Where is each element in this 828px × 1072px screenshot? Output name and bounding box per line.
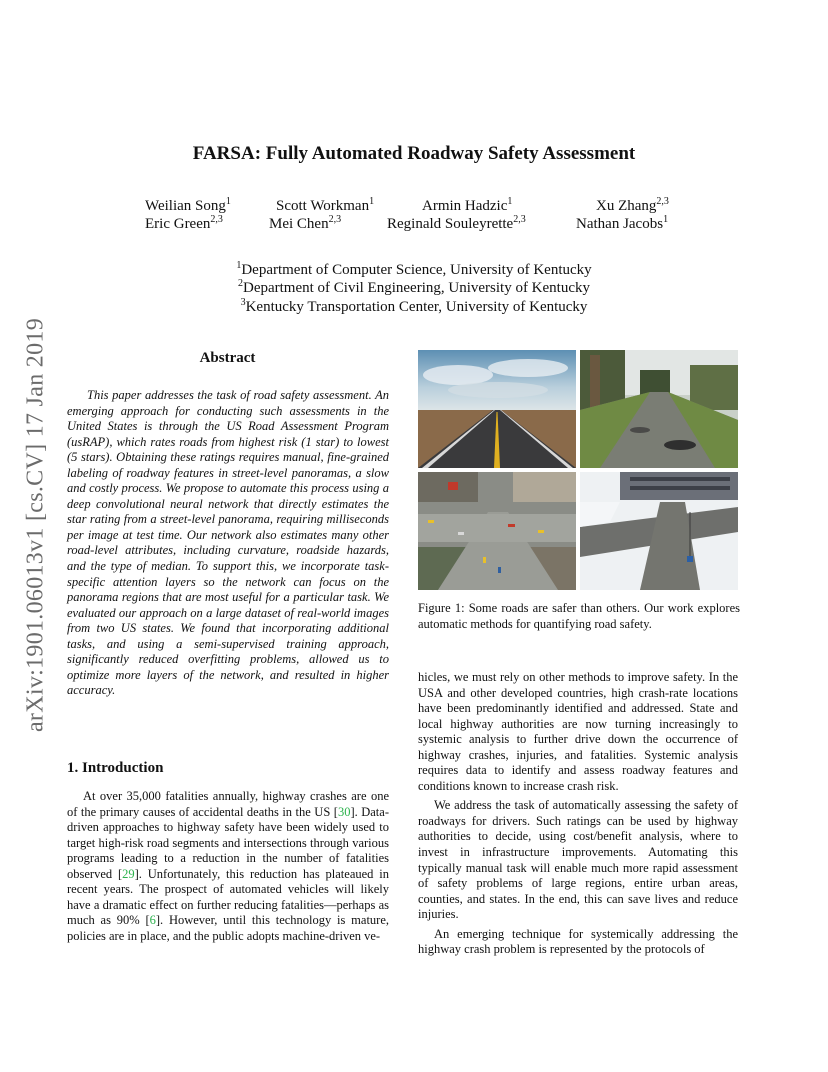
affiliation: $^3$Kentucky Transportation Center, University of Kentucky xyxy=(240,297,588,315)
citation-link[interactable]: 30 xyxy=(337,804,351,819)
abstract-heading: Abstract xyxy=(199,350,256,366)
affiliation: $^2$Department of Civil Engineering, University of Kentucky xyxy=(238,278,590,296)
author: Scott Workman$^1$ xyxy=(276,196,375,214)
author: Nathan Jacobs$^1$ xyxy=(576,214,669,232)
author: Reginald Souleyrette$^{2,3}$ xyxy=(387,214,526,232)
citation-link[interactable]: 6 xyxy=(149,913,156,928)
author: Eric Green$^{2,3}$ xyxy=(145,214,223,232)
section-heading: 1. Introduction xyxy=(67,760,164,776)
abstract-text: This paper addresses the task of road safety assessment. An emerging approach for conducting such assessments in the United States is through the US Road Assessment Program (usRAP), which rates roads from highest risk (1 star) to lowest (5 stars). Obtaining these ratings requires manual, fine-grained labeling of roadway features in street-level panoramas, a slow and costly process. We propose to automate this process using a deep convolutional neural network that directly estimates the star rating from a street-level panorama, requiring milliseconds per image at test time. Our network also estimates many other road-level attributes, including curvature, roadside hazards, and the type of median. To support this, we incorporate task-specific attention layers so the network can focus on the panorama regions that are most useful for a particular task. We evaluated our approach on a large dataset of real-world images from two US states. We found that incorporating additional tasks, and using a semi-supervised training approach, significantly reduced overfitting problems, allowed us to optimize more layers of the network, and resulted in higher accuracy. xyxy=(67,388,389,698)
road-photo-snowy-intersection xyxy=(580,472,738,590)
arxiv-stamp-text: arXiv:1901.06013v1 [cs.CV] 17 Jan 2019 xyxy=(22,317,49,733)
author: Weilian Song$^1$ xyxy=(145,196,231,214)
paper-title: FARSA: Fully Automated Roadway Safety Assessment xyxy=(192,143,636,164)
figure-caption: Figure 1: Some roads are safer than others. Our work explores automatic methods for quantifying road safety. xyxy=(418,601,740,631)
road-photo-desert-highway xyxy=(418,350,576,468)
intro-paragraph: At over 35,000 fatalities annually, highway crashes are one of the primary causes of accidental deaths in the US [30]. Data-driven approaches to highway safety have been widely used to target high-risk road segments and intersections through various programs leading to a reduction in the number of fatalities observed [29]. Unfortunately, this reduction has plateaued in recent years. The prospect of automated vehicles will likely have a dramatic effect on further reducing fatalities—perhaps as much as 90% [6]. However, until this technology is mature, policies are in place, and the public adopts machine-driven ve- xyxy=(67,789,389,943)
figure-1 xyxy=(418,350,738,590)
road-photo-city-intersection xyxy=(418,472,576,590)
right-column xyxy=(418,670,738,962)
body-paragraph: An emerging technique for systemically addressing the highway crash problem is represented by the protocols of xyxy=(418,926,738,957)
citation-link[interactable]: 29 xyxy=(122,866,135,881)
author: Mei Chen$^{2,3}$ xyxy=(269,214,342,232)
author: Xu Zhang$^{2,3}$ xyxy=(596,196,669,214)
affiliation: $^1$Department of Computer Science, University of Kentucky xyxy=(236,260,592,278)
author: Armin Hadzic$^1$ xyxy=(422,196,513,214)
intro-column xyxy=(67,789,389,944)
road-photo-pothole-road xyxy=(580,350,738,468)
body-paragraph: We address the task of automatically assessing the safety of roadways for drivers. Such ratings can be used by highway authorities to decide, using cost/benefit analysis, where to invest in infrastructure improvements. Automating this typically manual task will enable much more rapid assessment of safety problems of large regions, entire urban areas, counties, and states. In the end, this can save lives and reduce injuries. xyxy=(418,798,738,922)
body-paragraph: hicles, we must rely on other methods to improve safety. In the USA and other developed countries, high crash-rate locations have been predominantly identified and addressed. State and local highway authorities are now turning increasingly to systemic analysis to further drive down the occurrence of highway crashes, injuries, and fatalities. Systemic analysis requires data to identify and assess roadway features and conditions known to increase crash risk. xyxy=(418,670,738,793)
